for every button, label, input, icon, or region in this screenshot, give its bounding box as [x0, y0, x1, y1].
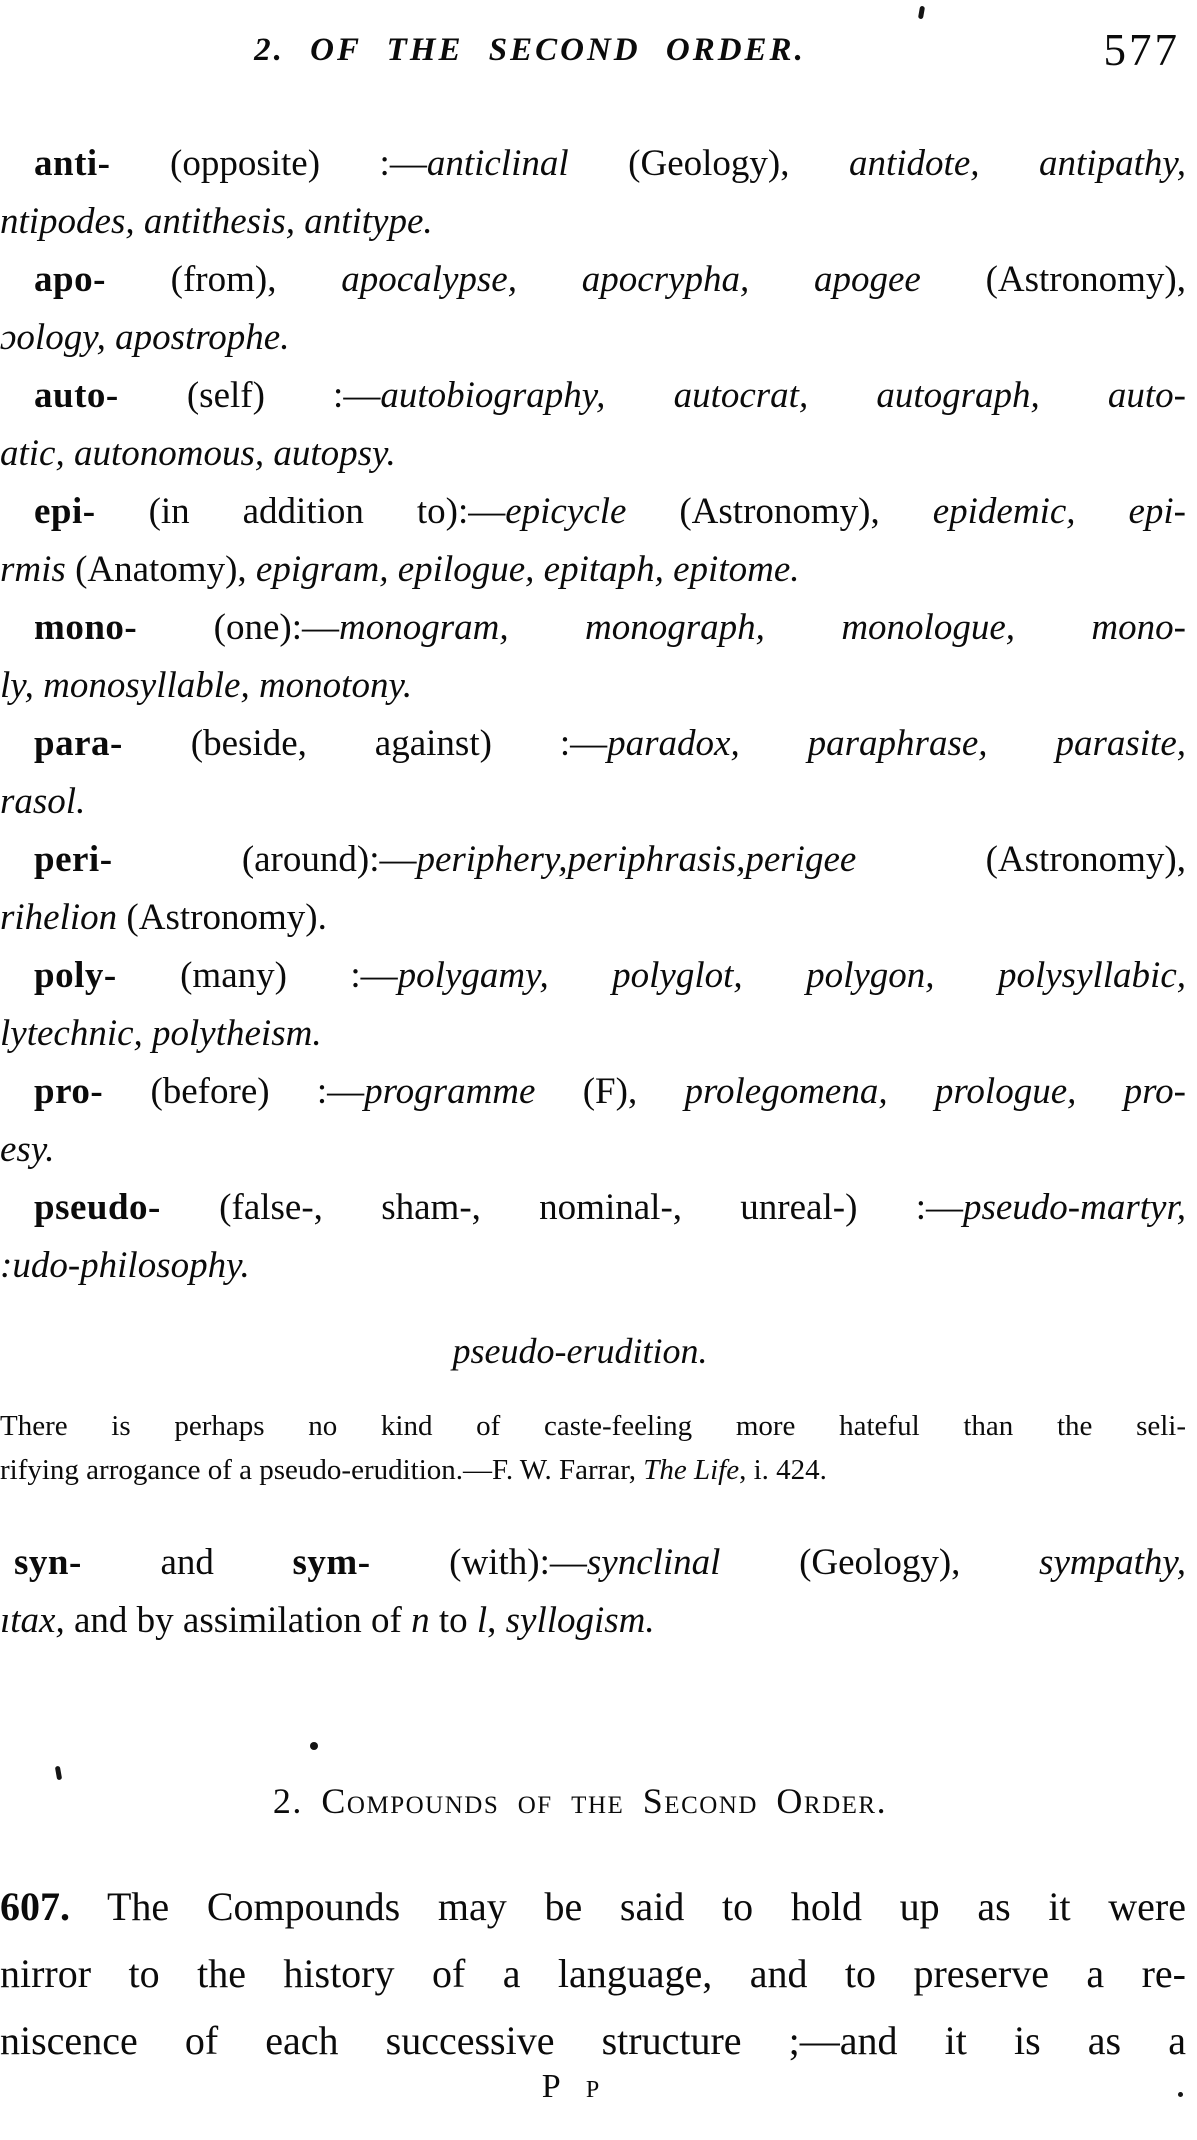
entry-example: rihelion — [0, 897, 118, 938]
entry-text: (Geology), — [720, 1542, 1040, 1583]
prefix-headword: auto- — [34, 375, 119, 416]
entry-line-apo-cont — [0, 315, 1186, 361]
entry-line-peri — [0, 837, 1186, 883]
prefix-headword: peri- — [34, 839, 113, 880]
entry-example: antidote, antipathy, — [849, 143, 1186, 184]
entry-example: epigram, epilogue, epitaph, epitome. — [255, 549, 800, 590]
quote-text: rifying arrogance of a pseudo-erudition.—F. W. Farrar, — [0, 1454, 644, 1486]
entry-example: rasol. — [0, 781, 86, 822]
entry-text: (before) :— — [103, 1071, 365, 1112]
entry-example: ɔology, apostrophe. — [0, 317, 290, 358]
entry-example: :udo-philosophy. — [0, 1245, 250, 1286]
entry-example: anticlinal — [426, 143, 569, 184]
entry-text: (F), — [535, 1071, 685, 1112]
quote-line-1: There is perhaps no kind of caste-feeling more hateful than the seli- — [0, 1410, 1186, 1442]
entry-example: ıtax, — [0, 1600, 65, 1641]
entry-example: monogram, monograph, monologue, mono- — [339, 607, 1186, 648]
entry-example: n — [411, 1600, 430, 1641]
prefix-headword: epi- — [34, 491, 96, 532]
entry-example: periphery,periphrasis,perigee — [416, 839, 857, 880]
entry-line-mono-cont — [0, 663, 1186, 709]
entry-text: (in addition to):— — [95, 491, 506, 532]
quote-citation: , i. 424. — [739, 1454, 827, 1486]
paragraph-text: The Compounds may be said to hold up as it were — [70, 1884, 1186, 1929]
entry-line-peri-cont — [0, 895, 1186, 941]
entry-example: epicycle — [505, 491, 627, 532]
entry-text: and — [81, 1542, 293, 1583]
entry-text: (from), — [105, 259, 342, 300]
entry-text: (opposite) :— — [110, 143, 427, 184]
entry-line-apo — [0, 257, 1186, 303]
entry-text: (with):— — [370, 1542, 587, 1583]
entry-text: (around):— — [112, 839, 417, 880]
entry-example: l — [476, 1600, 488, 1641]
ink-speck — [55, 1766, 62, 1781]
entry-line-poly — [0, 953, 1186, 999]
entry-example: prolegomena, prologue, pro- — [684, 1071, 1186, 1112]
section-heading: 2. Compounds of the Second Order. — [272, 1781, 888, 1821]
entry-example: ntipodes, antithesis, antitype. — [0, 201, 433, 242]
prefix-headword: poly- — [34, 955, 117, 996]
entry-line-anti-cont — [0, 199, 1186, 245]
quote-line-2 — [0, 1450, 1186, 1490]
entry-line-pro-cont — [0, 1127, 1186, 1173]
signature-mark: P p — [541, 2068, 609, 2105]
prefix-headword: anti- — [34, 143, 111, 184]
entry-line-auto — [0, 373, 1186, 419]
entry-text: (beside, against) :— — [122, 723, 608, 764]
entry-line-epi — [0, 489, 1186, 535]
entry-line-pro — [0, 1069, 1186, 1115]
entry-line-anti — [0, 141, 1186, 187]
entry-line-poly-cont — [0, 1011, 1186, 1057]
entry-line-auto-cont — [0, 431, 1186, 477]
ink-speck — [310, 1742, 318, 1750]
entry-text: (Anatomy), — [65, 549, 256, 590]
entry-text: (Astronomy). — [117, 897, 327, 938]
entry-example: ly, monosyllable, monotony. — [0, 665, 413, 706]
entry-line-mono — [0, 605, 1186, 651]
prefix-headword: para- — [34, 723, 123, 764]
subheading-pseudo-erudition: pseudo-erudition. — [452, 1331, 708, 1371]
entry-line-pseudo-cont — [0, 1243, 1186, 1289]
entry-example: syllogism. — [505, 1600, 655, 1641]
entry-text: (one):— — [137, 607, 340, 648]
running-header — [0, 32, 1060, 69]
entry-line-para-cont — [0, 779, 1186, 825]
entry-example: autobiography, autocrat, autograph, auto- — [380, 375, 1186, 416]
paragraph-line-1 — [0, 1882, 1186, 1932]
entry-example: lytechnic, polytheism. — [0, 1013, 322, 1054]
paragraph-number: 607. — [0, 1884, 70, 1929]
entry-text: , — [487, 1600, 506, 1641]
entry-text: (false-, sham-, nominal-, unreal-) :— — [160, 1187, 963, 1228]
entry-example: synclinal — [586, 1542, 721, 1583]
entry-example: esy. — [0, 1129, 55, 1170]
prefix-headword: syn- — [14, 1542, 82, 1583]
prefix-headword: pseudo- — [34, 1187, 161, 1228]
entry-example: paradox, paraphrase, parasite, — [607, 723, 1186, 764]
entry-example: rmis — [0, 549, 66, 590]
entry-example: polygamy, polyglot, polygon, polysyllabic, — [397, 955, 1186, 996]
prefix-headword: apo- — [34, 259, 106, 300]
quote-work-title: The Life — [643, 1454, 740, 1486]
entry-line-syn-cont — [0, 1598, 1186, 1644]
entry-example: sympathy, — [1039, 1542, 1186, 1583]
ink-speck — [918, 6, 925, 20]
page-number: 577 — [1103, 25, 1180, 75]
prefix-headword: pro- — [34, 1071, 104, 1112]
entry-text: (Geology), — [568, 143, 849, 184]
entry-text: (Astronomy), — [920, 259, 1186, 300]
entry-line-pseudo — [0, 1185, 1186, 1231]
ink-speck — [1178, 2092, 1183, 2097]
paragraph-line-3: niscence of each successive structure ;—and it is as a — [0, 2018, 1186, 2063]
entry-line-syn — [0, 1540, 1186, 1586]
paragraph-line-2: nirror to the history of a language, and to preserve a re- — [0, 1951, 1186, 1996]
entry-line-para — [0, 721, 1186, 767]
entry-example: apocalypse, apocrypha, apogee — [341, 259, 921, 300]
prefix-headword: mono- — [34, 607, 138, 648]
entry-example: atic, autonomous, autopsy. — [0, 433, 396, 474]
entry-text: to — [429, 1600, 477, 1641]
page-title: 2. OF THE SECOND ORDER. — [254, 32, 806, 68]
prefix-headword: sym- — [292, 1542, 371, 1583]
entry-text: (Astronomy), — [626, 491, 933, 532]
entry-text: (self) :— — [118, 375, 381, 416]
entry-text: (many) :— — [116, 955, 398, 996]
entry-example: pseudo-martyr, — [962, 1187, 1186, 1228]
entry-line-epi-cont — [0, 547, 1186, 593]
entry-example: epidemic, epi- — [932, 491, 1186, 532]
entry-text: and by assimilation of — [64, 1600, 412, 1641]
entry-text: (Astronomy), — [856, 839, 1186, 880]
entry-example: programme — [364, 1071, 536, 1112]
